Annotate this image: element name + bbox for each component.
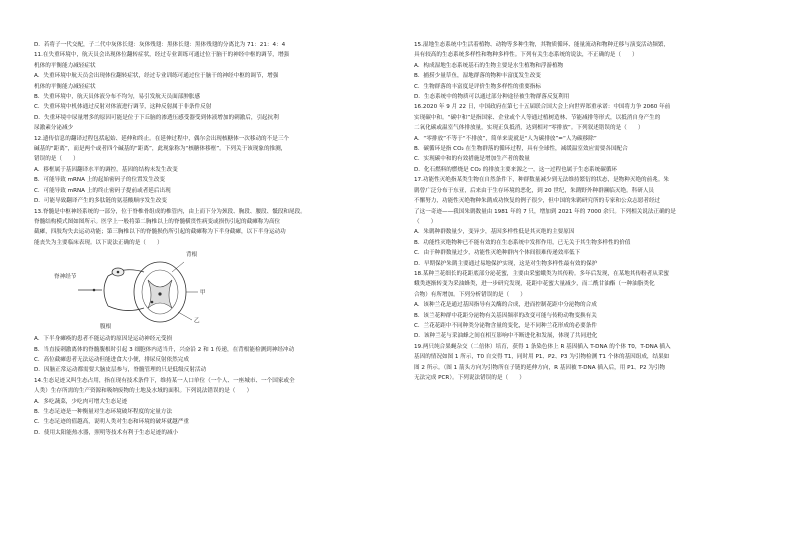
text-line: 18.某种兰花细长的花距底部分泌花蜜，主要由采蜜蛾类为其传粉。多年后发现，在某地其传粉者从采蜜 xyxy=(414,270,670,277)
text-line: D．该种兰花与采油蜂之间在相互影响中不断进化和发展，体现了共同进化 xyxy=(414,333,598,340)
text-line: 14.生态足迹又叫生态占用，指在现有技术条件下，维持某一人口单位（一个人、一座城市、一个国家或全 xyxy=(34,377,295,384)
left-column xyxy=(34,40,394,438)
text-line: A．“零排放”不等于“不排放”，简单来说就是“人为碳排放”=“人为碳移除” xyxy=(414,135,597,142)
text-line: 11.在失重环境中，航天员会出现体位翻转症状，经过专业训练可通过位于脑干的神经中枢的调节，增强 xyxy=(34,52,290,59)
text-line: D．因脑正常运动都需要大脑皮层参与，脊髓管理的只是低级反射活动 xyxy=(34,367,207,374)
text-line: 能丧失为主要临床表现。以下说法正确的是（ ） xyxy=(34,239,163,246)
text-line: 人类）生存所需的生产资源和吸纳废物的土地及水域的面积。下列说法错误的是（ ） xyxy=(34,388,253,395)
text-line: A．失重环境中航天员会出现体位翻转症状，经过专业训练可通过位于脑干的神经中枢的调节，增强 xyxy=(34,73,279,80)
text-line: 截瘫，四肢均失去运动功能；第三胸椎以下的脊髓损伤所引起的截瘫称为下半身截瘫，以下半身运动功 xyxy=(34,229,286,236)
text-line: 实现碳中和。“碳中和”是指国家、企业或个人等通过植树造林、节能减排等形式，以抵消自身产生的 xyxy=(414,114,661,121)
text-line: C．高位截瘫患者无法运动但能进食大小便，排尿反射依然完成 xyxy=(34,356,189,363)
text-line: A．构成湿地生态系统基石的生物主要是水生植物和浮游植物 xyxy=(414,62,564,69)
figure-label-b: 乙 xyxy=(194,318,200,325)
text-line: C．实现碳中和的有效措施是增加生产者的数量 xyxy=(414,156,530,163)
text-line: 17.功能性灭绝指某类生物在自然条件下，种群数量减少到无法维持繁衍的状态，是物种灭绝的前兆。朱 xyxy=(414,177,670,184)
text-line: 16.2020 年 9 月 22 日，中国政府在第七十五届联合国大会上向世界郑重承诺：中国将力争 2060 年前 xyxy=(414,104,671,111)
text-line: B．可能导致 mRNA 上的起始密码子的位置发生改变 xyxy=(34,177,166,184)
left-text-block-top xyxy=(34,40,394,248)
text-line: A．该种兰花是通过基因指导有关酶的合成，进而控制花距中分泌物的合成 xyxy=(414,302,597,309)
text-line: 蛾类逐渐转变为采油蜂类，进一步研究发现，花距中花蜜大量减少，而二酰甘油酯（一种油脂类化 xyxy=(414,281,655,288)
text-line: B．当直接刺激离体的脊髓腹根时引起 3 细胞体内适当升，兴奋沿 2 和 1 传递，在背根能检测到神经冲动 xyxy=(34,346,295,353)
text-line: 19.两只纯合果蝇杂交（二倍体）培育，获得 1 条染色体上 R 基因插入 T-DNA 的个体 T0，T-DNA 插入 xyxy=(414,343,671,350)
text-line: 不懈努力，功能性灭绝物种朱鹮成功恢复的例子很少，但中国的朱鹮研究所的专家和公众志愿者经过 xyxy=(414,198,661,205)
text-line: C．生物群落的丰富度是评价生物多样性的重要指标 xyxy=(414,83,541,90)
text-line: 基因的情况如图 1 所示，T0 自交得 T1，同时用 P1、P2、P3 为引物检测 T1 个体的基因组成，结果如 xyxy=(414,354,670,361)
left-text-block-bottom xyxy=(34,334,394,438)
text-line: D．使用太阳能热水器，照明等技术有利于生态足迹的减小 xyxy=(34,429,179,436)
text-line: C．由于种群数量过少，功能性灭绝种群内个体间很难传递效率低下 xyxy=(414,250,581,257)
text-line: A．下半身瘫痪的患者不能运动的原因是运动神经元受损 xyxy=(34,336,173,343)
text-line: D．可能导致翻译产生的多肽链的氨基酸顺序发生改变 xyxy=(34,198,167,205)
text-line: A．移框属于基因翻译水平的调控，基因的结构未发生改变 xyxy=(34,166,178,173)
text-line: 无法完成 PCR）。下列说法错误的是（ ） xyxy=(414,375,525,381)
text-line: 错误的是（ ） xyxy=(34,156,79,163)
text-line: D．化石燃料的燃烧是 CO₂ 的排放主要来源之一，这一过程也属于生态系统碳循环 xyxy=(414,166,618,173)
text-line: B．失重环境中，航天员体液分布不均匀，易引发航天员面部肿胀感 xyxy=(34,94,201,101)
text-line: 图 2 所示。（图 1 箭头方向为引物所在子链的延伸方向，R 基因被 T-DNA 插入后，用 P1、P2 为引物 xyxy=(414,364,666,371)
text-line: 鹮曾广泛分布于东亚，后来由于生存环境的恶化，到 20 世纪，朱鹮野外种群濒临灭绝。科研人员 xyxy=(414,187,655,194)
text-line: C．兰花花距中不同种类分泌物含量的变化，是不同种兰花形成的必要条件 xyxy=(414,322,597,329)
text-line: 尿激素分泌减少 xyxy=(34,125,74,132)
text-line: D．若将子一代交配，子二代中灰体长翅：灰体残翅：黑体长翅：黑体残翅的分离比为 71：21：4：4 xyxy=(34,42,286,48)
text-line: （ ） xyxy=(414,218,437,225)
text-line: 脊髓结构模式图如图所示。医学上一般将第二胸椎以上的脊髓横贯性病变或损伤引起的截瘫称为高位 xyxy=(34,218,281,225)
text-line: A．多吃蔬菜，少吃肉可增大生态足迹 xyxy=(34,398,128,405)
text-line: B．功能性灭绝物种已不能有效的在生态系统中发挥作用，已无关于其生物多样性的价值 xyxy=(414,239,631,246)
text-line: D．早期保护朱鹮主要通过易地保护实现，这是对生物多样性最有效的保护 xyxy=(414,260,598,267)
text-line: B．捕捞少量草鱼，湿地群落的物种丰富度发生改变 xyxy=(414,73,541,80)
spinal-cord-figure xyxy=(34,250,394,332)
text-line: B．该兰花种群中花距分泌物有关基因频率的改变可能与传粉动物变换有关 xyxy=(414,312,597,319)
text-line: D．生态系统中的物质可以通过部分种途径被生物群落反复利用 xyxy=(414,94,570,101)
right-column xyxy=(414,40,774,383)
text-line: 15.湿地生态系统中生活着植物、动物等多种生物，其物质循环、能量流动和物种迁移与演变活动频繁， xyxy=(414,42,670,48)
text-line: 了这一奇迹——我国朱鹮数量由 1981 年的 7 只，增加到 2021 年的 7000 余只。下列相关说法正确的是 xyxy=(414,208,676,215)
text-line: 12.遗传信息的翻译过程包括起始、延伸和终止。在延伸过程中，偶尔会出现核糖体一次移动的不是三个 xyxy=(34,135,290,142)
text-line: 13.脊髓是中枢神经系统的一部分，位于脊椎骨组成的椎管内，由上而下分为颈段、胸段、腰段、骶段和尾段。 xyxy=(34,208,306,215)
text-line: 具有较高的生态系统多样性和物种多样性。下列有关生态系统的说法，不正确的是（ ） xyxy=(414,52,638,59)
text-line: 合物）有所增加。下列分析错误的是（ ） xyxy=(414,291,526,298)
text-line: 机体的平衡能力减轻症状 xyxy=(34,62,96,69)
text-line: C．可能导致 mRNA 上的终止密码子提前或者延后出现 xyxy=(34,187,171,194)
text-line: A．朱鹮种群数量少，变异少，基因多样性低是其灭绝的主要原因 xyxy=(414,229,575,236)
right-text-block xyxy=(414,40,774,383)
figure-label-back-root: 背根 xyxy=(186,252,198,259)
text-line: C．失重环境中机体通过反射对体液进行调节，这种反射属于非条件反射 xyxy=(34,104,212,111)
text-line: C．生态足迹的值越高，说明人类对生态和环境的破坏就越严重 xyxy=(34,419,189,426)
text-line: B．生态足迹是一种衡量对生态环境破坏程度的定量方法 xyxy=(34,408,173,415)
figure-label-front-root: 腹根 xyxy=(100,324,112,331)
text-line: 机体的平衡能力减轻症状 xyxy=(34,83,96,90)
text-line: B．碳循环是指 CO₂ 在生物群落的循环过程，具有全球性，减缓温室效应需要各国配合 xyxy=(414,146,628,153)
text-line: 二氧化碳或温室气体排放量，实现正负抵消，达到相对“零排放”。下列叙述错误的是（ ） xyxy=(414,125,644,132)
text-line: D．失重环境中尿量增多的原因可能是位于下丘脑的渗透压感受器受到体液增加的刺激后，引起抗利 xyxy=(34,114,279,121)
figure-label-ganglion: 脊神经节 xyxy=(54,274,77,281)
text-line: 碱基的“距离”，而是两个或者四个碱基的“距离”，此现象称为“核糖体移框”。下列关于该现象的推测， xyxy=(34,146,287,153)
figure-label-a: 甲 xyxy=(200,290,206,297)
